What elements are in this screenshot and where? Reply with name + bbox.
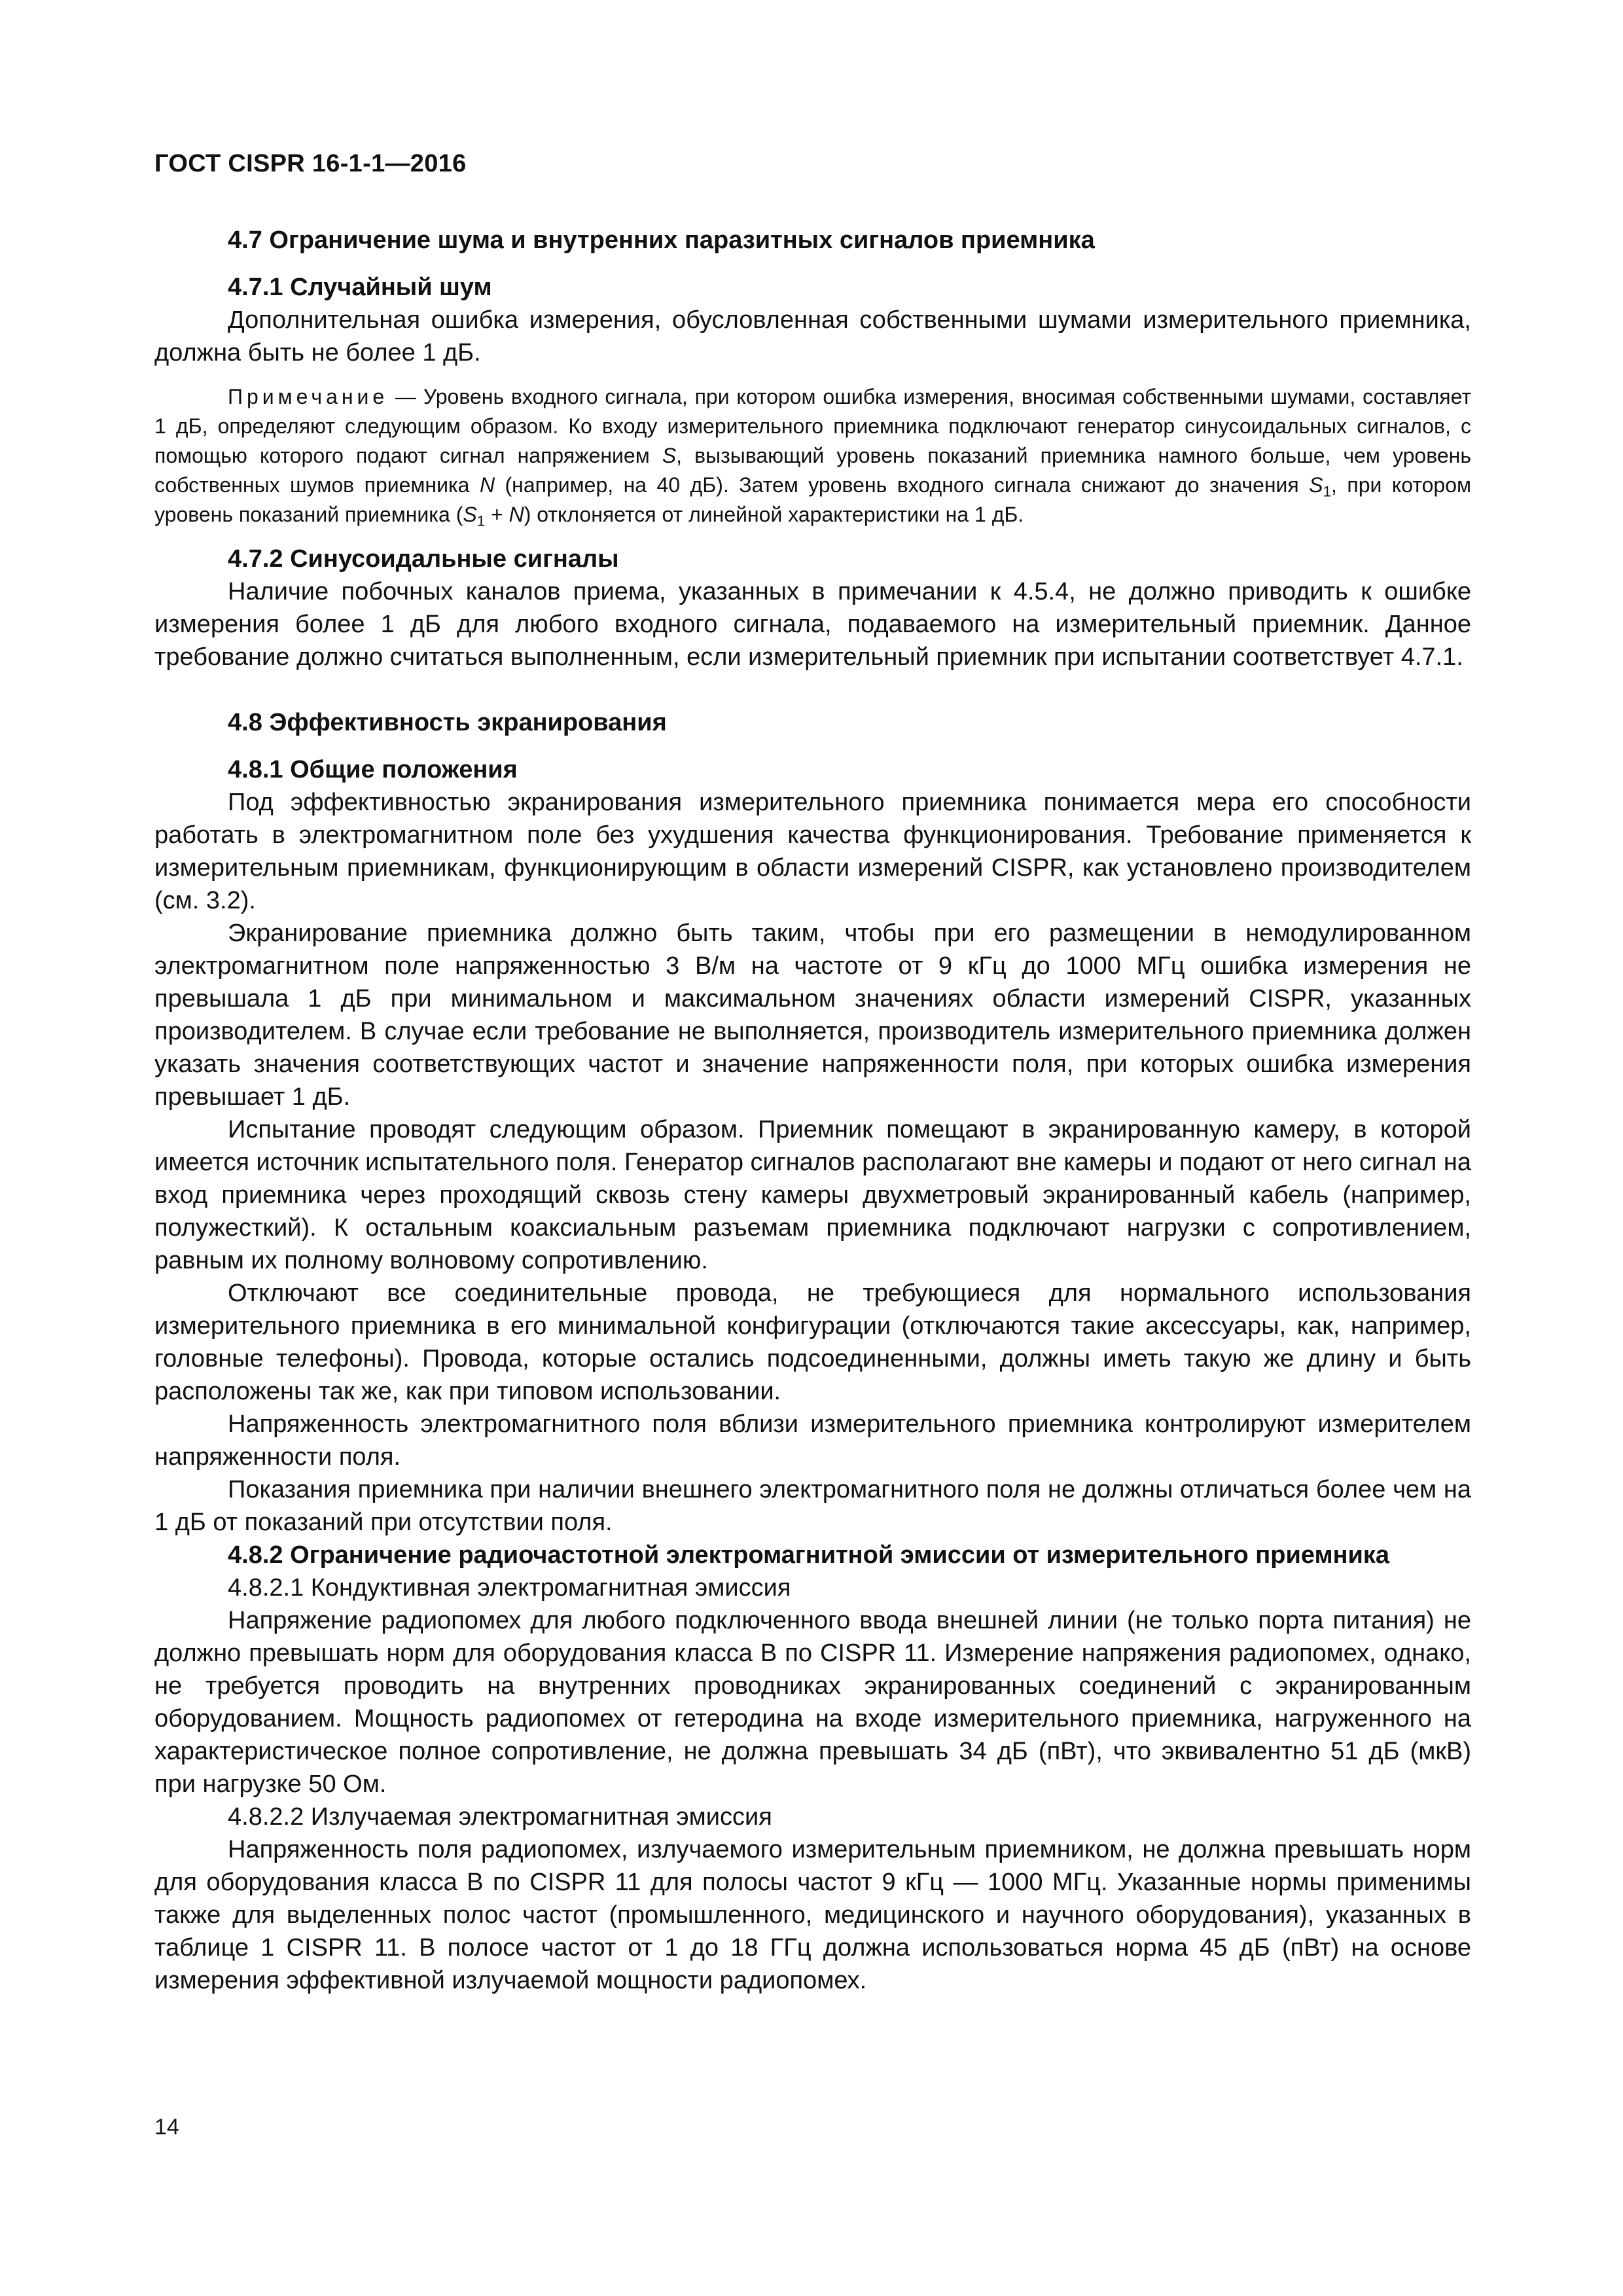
section-4-7-2-heading: 4.7.2 Синусоидальные сигналы — [228, 545, 619, 573]
page-number: 14 — [154, 2115, 179, 2140]
document-header: ГОСТ CISPR 16-1-1—2016 — [154, 150, 467, 177]
section-4-8-2-2-heading: 4.8.2.2 Излучаемая электромагнитная эмиссия — [228, 1803, 772, 1831]
section-4-8-1-heading: 4.8.1 Общие положения — [228, 756, 518, 783]
note-text-part: + — [485, 503, 509, 526]
note-text-part: , вызывающий уровень показаний приемника намного больше, чем уровень собственных шумов приемника — [154, 444, 1472, 497]
note-subscript: 1 — [476, 512, 486, 529]
note-text-part: , при котором уровень показаний приемника ( — [154, 473, 1472, 526]
section-4-8-1-paragraph-3: Испытание проводят следующим образом. Приемник помещают в экранированную камеру, в которой имеется источник испытательного поля. Генератор сигналов располагают вне камеры и подают от него сигнал на вход приемника через проходящий сквозь стену камеры двухметровый экранированный кабель (например, полужесткий). К остальным коаксиальным разъемам приемника подключают нагрузки с сопротивлением, равным их полному волновому сопротивлению. — [154, 1116, 1471, 1274]
note-text-part: (например, на 40 дБ). Затем уровень входного сигнала снижают до значения — [495, 473, 1310, 497]
section-4-7-1-paragraph: Дополнительная ошибка измерения, обусловленная собственными шумами измерительного приемника, должна быть не более 1 дБ. — [154, 306, 1471, 367]
document-page — [154, 148, 1471, 1997]
section-4-8-2-1-heading: 4.8.2.1 Кондуктивная электромагнитная эмиссия — [228, 1574, 791, 1602]
section-4-8-1-paragraph-1: Под эффективностью экранирования измерительного приемника понимается мера его способности работать в электромагнитном поле без ухудшения качества функционирования. Требование применяется к измерительным приемникам, функционирующим в области измерений CISPR, как установлено производителем (см. 3.2). — [154, 789, 1471, 914]
section-4-7-heading: 4.7 Ограничение шума и внутренних паразитных сигналов приемника — [228, 226, 1095, 254]
section-4-8-2-1-paragraph: Напряжение радиопомех для любого подключенного ввода внешней линии (не только порта питания) не должно превышать норм для оборудования класса B по CISPR 11. Измерение напряжения радиопомех, однако, не требуется проводить на внутренних проводниках экранированных соединений с экранированным оборудованием. Мощность радиопомех от гетеродина на входе измерительного приемника, нагруженного на характеристическое полное сопротивление, не должна превышать 34 дБ (пВт), что эквивалентно 51 дБ (мкВ) при нагрузке 50 Ом. — [154, 1607, 1471, 1798]
note-label: Примечание — [228, 385, 389, 408]
note-text-part: — Уровень входного сигнала, при котором ошибка измерения, вносимая собственными шумами, составляет 1 дБ, определяют следующим образом. Ко входу измерительного приемника подключают генератор синусоидальных сигналов, с помощью которого подают сигнал напряжением — [154, 385, 1471, 467]
note-variable: N — [508, 503, 524, 526]
section-4-8-1-paragraph-4: Отключают все соединительные провода, не требующиеся для нормального использования измерительного приемника в его минимальной конфигурации (отключаются такие аксессуары, как, например, головные телефоны). Провода, которые остались подсоединенными, должны иметь такую же длину и быть расположены так же, как при типовом использовании. — [154, 1280, 1471, 1405]
note-variable: S — [463, 503, 477, 526]
section-4-7-1-heading: 4.7.1 Случайный шум — [228, 274, 492, 301]
section-4-8-1-paragraph-2: Экранирование приемника должно быть таким, чтобы при его размещении в немодулированном электромагнитном поле напряженностью 3 В/м на частоте от 9 кГц до 1000 МГц ошибка измерения не превышала 1 дБ при минимальном и максимальном значениях области измерений CISPR, указанных производителем. В случае если требование не выполняется, производитель измерительного приемника должен указать значения соответствующих частот и значение напряженности поля, при которых ошибка измерения превышает 1 дБ. — [154, 920, 1471, 1111]
note-variable: S — [662, 444, 677, 467]
section-4-7-2-paragraph: Наличие побочных каналов приема, указанных в примечании к 4.5.4, не должно приводить к ошибке измерения более 1 дБ для любого входного сигнала, подаваемого на измерительный приемник. Данное требование должно считаться выполненным, если измерительный приемник при испытании соответствует 4.7.1. — [154, 578, 1471, 671]
section-4-8-1-paragraph-5: Напряженность электромагнитного поля вблизи измерительного приемника контролируют измерителем напряженности поля. — [154, 1410, 1471, 1471]
note-4-7-1 — [154, 382, 1471, 529]
section-4-8-2-heading: 4.8.2 Ограничение радиочастотной электромагнитной эмиссии от измерительного приемника — [228, 1541, 1390, 1569]
section-4-8-heading: 4.8 Эффективность экранирования — [228, 709, 667, 736]
note-subscript: 1 — [1323, 483, 1332, 500]
section-4-8-1-paragraph-6: Показания приемника при наличии внешнего электромагнитного поля не должны отличаться более чем на 1 дБ от показаний при отсутствии поля. — [154, 1476, 1471, 1536]
note-variable: S — [1309, 473, 1323, 497]
note-variable: N — [479, 473, 495, 497]
note-text-part: ) отклоняется от линейной характеристики на 1 дБ. — [524, 503, 1024, 526]
section-4-8-2-2-paragraph: Напряженность поля радиопомех, излучаемого измерительным приемником, не должна превышать норм для оборудования класса B по CISPR 11 для полосы частот 9 кГц — 1000 МГц. Указанные нормы применимы также для выделенных полос частот (промышленного, медицинского и научного оборудования), указанных в таблице 1 CISPR 11. В полосе частот от 1 до 18 ГГц должна использоваться норма 45 дБ (пВт) на основе измерения эффективной излучаемой мощности радиопомех. — [154, 1836, 1471, 1994]
